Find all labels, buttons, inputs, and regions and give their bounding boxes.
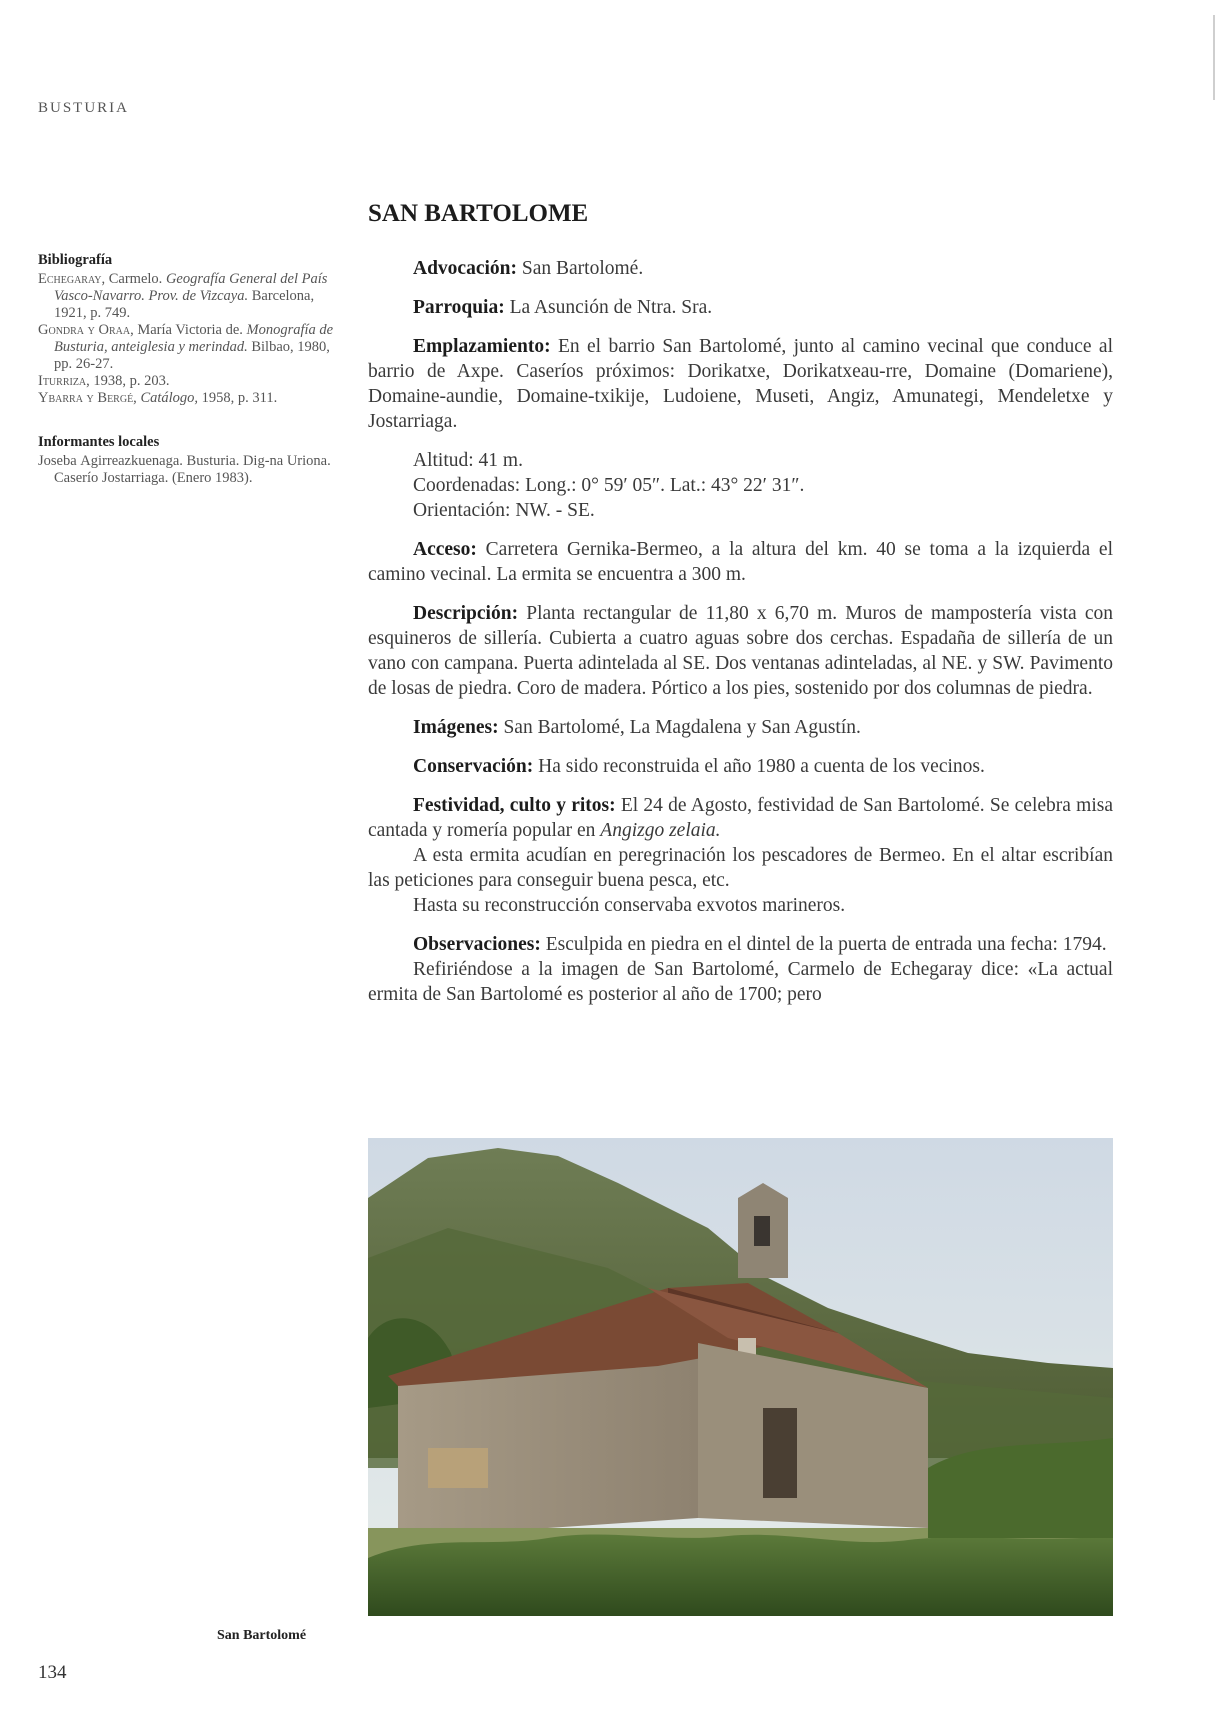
bibliography-entry: Iturriza, 1938, p. 203.	[38, 373, 170, 389]
informants-section	[38, 434, 340, 487]
photo-caption: San Bartolomé	[217, 1628, 307, 1643]
observaciones-paragraph: Observaciones: Esculpida en piedra en el dintel de la puerta de entrada una fecha: 1794.	[413, 934, 1107, 955]
altitud-line: Altitud: 41 m.	[413, 450, 523, 471]
acceso-paragraph: Acceso: Carretera Gernika-Bermeo, a la altura del km. 40 se toma a la izquierda el camino vecinal. La ermita se encuentra a 300 m.	[368, 539, 1113, 585]
informants-heading: Informantes locales	[38, 434, 160, 450]
conservacion-paragraph: Conservación: Ha sido reconstruida el año 1980 a cuenta de los vecinos.	[413, 756, 985, 777]
coordenadas-line: Coordenadas: Long.: 0° 59′ 05″. Lat.: 43° 22′ 31″.	[413, 475, 805, 496]
festividad-paragraph: Festividad, culto y ritos: El 24 de Agosto, festividad de San Bartolomé. Se celebra misa cantada y romería popular en Angizgo zelaia.	[368, 795, 1113, 841]
page-number: 134	[38, 1662, 67, 1683]
informants-text: Josebа Agirreazkuenaga. Busturia. Dig-na Uriona. Caserío Jostarriaga. (Enero 1983).	[38, 453, 331, 486]
running-head: BUSTURIA	[38, 100, 130, 116]
main-text	[368, 256, 1113, 1007]
festividad-paragraph-3: Hasta su reconstrucción conservaba exvotos marineros.	[413, 895, 846, 916]
advocacion-paragraph: Advocación: San Bartolomé.	[413, 258, 644, 279]
bibliography-section	[38, 252, 340, 407]
parroquia-paragraph: Parroquia: La Asunción de Ntra. Sra.	[413, 297, 713, 318]
bibliography-entry: Echegaray, Carmelo. Geografía General del País Vasco-Navarro. Prov. de Vizcaya. Barcelona, 1921, p. 749.	[38, 271, 328, 321]
bibliography-entry: Ybarra y Bergé, Catálogo, 1958, p. 311.	[38, 390, 278, 406]
emplazamiento-paragraph: Emplazamiento: En el barrio San Bartolomé, junto al camino vecinal que conduce al barrio de Axpe. Caseríos próximos: Dorikatxe, Dorikatxeau-rre, Domaine (Domariene), Domaine-aundie, Domaine-txikije, Ludoiene, Museti, Angiz, Amunategi, Mendeletxe y Jostarriaga.	[368, 336, 1114, 432]
descripcion-paragraph: Descripción: Planta rectangular de 11,80 x 6,70 m. Muros de mampostería vista con esquineros de sillería. Cubierta a cuatro aguas sobre dos cerchas. Espadaña de sillería de un vano con campana. Puerta adintelada al SE. Dos ventanas adinteladas, al NE. y SW. Pavimento de losas de piedra. Coro de madera. Pórtico a los pies, sostenido por dos columnas de piedra.	[368, 603, 1114, 699]
bibliography-entry: Gondra y Oraa, María Victoria de. Monografía de Busturia, anteiglesia y merindad. Bilbao, 1980, pp. 26-27.	[38, 322, 334, 372]
orientacion-line: Orientación: NW. - SE.	[413, 500, 595, 521]
imagenes-paragraph: Imágenes: San Bartolomé, La Magdalena y San Agustín.	[413, 717, 861, 738]
observaciones-paragraph-2: Refiriéndose a la imagen de San Bartolomé, Carmelo de Echegaray dice: «La actual ermita de San Bartolomé es posterior al año de 1700; pero	[368, 959, 1113, 1005]
hermitage-photo	[368, 1138, 1113, 1616]
page-title: SAN BARTOLOME	[368, 200, 589, 227]
page-edge-line	[1213, 15, 1215, 100]
festividad-paragraph-2: A esta ermita acudían en peregrinación los pescadores de Bermeo. En el altar escribían las peticiones para conseguir buena pesca, etc.	[368, 845, 1113, 891]
bibliography-heading: Bibliografía	[38, 252, 113, 268]
